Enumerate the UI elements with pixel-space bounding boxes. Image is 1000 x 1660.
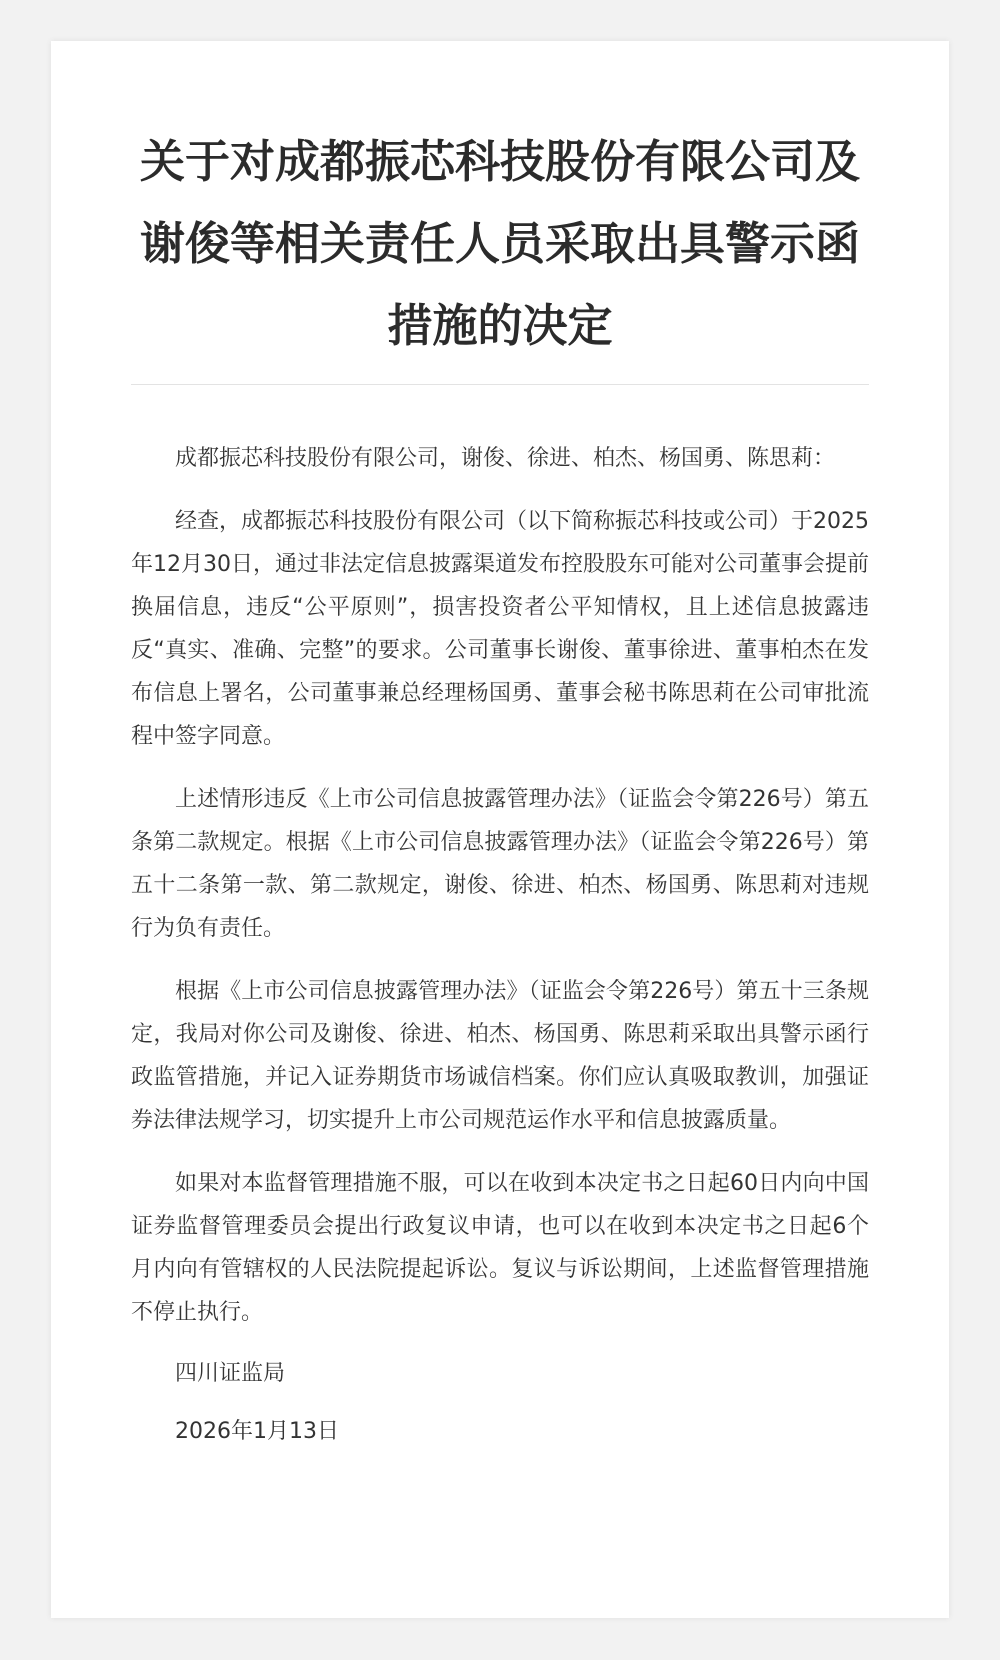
issuer: 四川证监局: [175, 1361, 286, 1386]
document-body: [131, 437, 869, 1452]
paragraph-appeal: 如果对本监督管理措施不服，可以在收到本决定书之日起60日内向中国证券监督管理委员会提出行政复议申请，也可以在收到本决定书之日起6个月内向有管辖权的人民法院提起诉讼。复议与诉讼期间，上述监督管理措施不停止执行。: [131, 1171, 869, 1325]
addressee: 成都振芯科技股份有限公司，谢俊、徐进、柏杰、杨国勇、陈思莉：: [175, 446, 836, 471]
paragraph-facts: 经查，成都振芯科技股份有限公司（以下简称振芯科技或公司）于2025年12月30日，通过非法定信息披露渠道发布控股股东可能对公司董事会提前换届信息，违反“公平原则”，损害投资者公平知情权，且上述信息披露违反“真实、准确、完整”的要求。公司董事长谢俊、董事徐进、董事柏杰在发布信息上署名，公司董事兼总经理杨国勇、董事会秘书陈思莉在公司审批流程中签字同意。: [131, 509, 869, 749]
title-divider: [131, 384, 869, 385]
paragraph-violation: 上述情形违反《上市公司信息披露管理办法》（证监会令第226号）第五条第二款规定。根据《上市公司信息披露管理办法》（证监会令第226号）第五十二条第一款、第二款规定，谢俊、徐进、柏杰、杨国勇、陈思莉对违规行为负有责任。: [131, 787, 869, 941]
document-page: [51, 41, 949, 1618]
paragraph-measure: 根据《上市公司信息披露管理办法》（证监会令第226号）第五十三条规定，我局对你公司及谢俊、徐进、柏杰、杨国勇、陈思莉采取出具警示函行政监管措施，并记入证券期货市场诚信档案。你们应认真吸取教训，加强证券法律法规学习，切实提升上市公司规范运作水平和信息披露质量。: [131, 979, 869, 1133]
issue-date: 2026年1月13日: [175, 1419, 339, 1444]
page-title: 关于对成都振芯科技股份有限公司及谢俊等相关责任人员采取出具警示函措施的决定: [139, 135, 860, 352]
